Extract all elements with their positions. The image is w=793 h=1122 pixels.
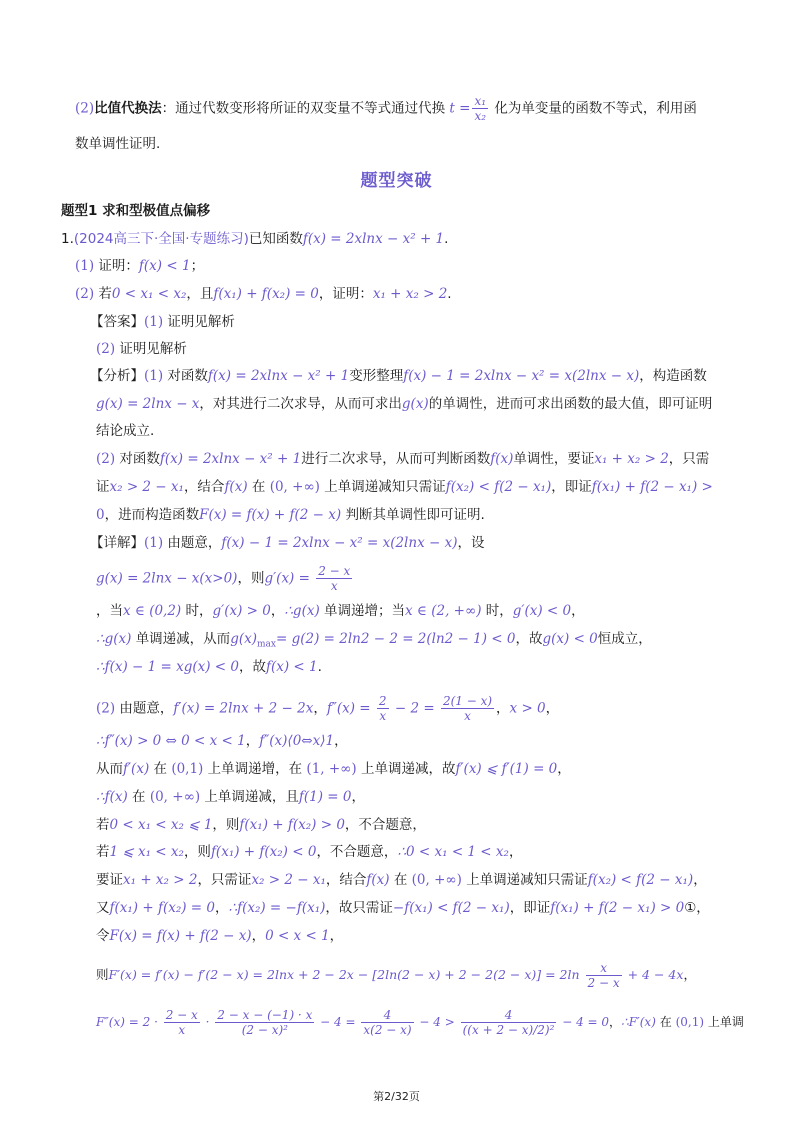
analysis-line-4: (2) 对函数f(x) = 2xlnx − x² + 1进行二次求导，从而可判断函数f(x)单调性，要证x₁ + x₂ > 2，只需 <box>96 451 710 467</box>
analysis-line-2: g(x) = 2lnx − x，对其进行二次求导，从而可求出g(x)的单调性，进而可求出函数的最大值，即可证明 <box>96 396 713 412</box>
method-title: 比值代换法 <box>94 100 162 117</box>
section-title: 题型突破 <box>360 171 433 191</box>
detail-line-9: ∴f(x) 在 (0, +∞) 上单调递减，且f(1) = 0， <box>96 789 365 805</box>
detail-line-2: g(x) = 2lnx − x(x>0)，则g′(x) = $\frac{2 - x}{x}$ <box>96 564 351 593</box>
f2-frac-d: $\frac{4}{\text{((x + 2 − x)/2)²}}$ <box>462 1008 555 1037</box>
intro-line-2: 数单调性证明. <box>75 136 161 152</box>
detail-line-7: ∴f″(x) > 0 ⇔ 0 < x < 1，f″(x)⟨0⇔x⟩1， <box>96 733 348 749</box>
second-derivative-frac: $\frac{2(1 - x)}{x}$ <box>442 694 493 723</box>
detail-line-14: 令F(x) = f(x) + f(2 − x)，0 < x < 1， <box>96 928 344 944</box>
g-prime-frac: $\frac{2 - x}{x}$ <box>318 564 351 593</box>
analysis-tag: 【分析】 <box>90 368 144 384</box>
analysis-line-3: 结论成立. <box>96 423 155 439</box>
page-number-footer: 第2/32页 <box>373 1090 420 1103</box>
detail-line-12: 要证x₁ + x₂ > 2，只需证x₂ > 2 − x₁，结合f(x) 在 (0, +∞) 上单调递减知只需证f(x₂) < f(2 − x₁)， <box>96 872 707 888</box>
sub-formula-lhs: t = <box>449 100 471 117</box>
two-over-x-frac: $\frac{2}{x}$ <box>378 694 387 723</box>
log-ratio-frac: $\frac{x}{2 - x}$ <box>587 961 620 990</box>
f2-frac-a: $\frac{2 - x}{x}$ <box>165 1008 198 1037</box>
intro-text-a: ：通过代数变形将所证的双变量不等式通过代换 <box>161 100 446 117</box>
stem-formula: f(x) = 2xlnx − x² + 1 <box>302 231 445 247</box>
detail-line-11: 若1 ⩽ x₁ < x₂，则f(x₁) + f(x₂) < 0，不合题意，∴0 < x₁ < 1 < x₂， <box>96 844 523 860</box>
problem-part-1: (1) 证明：f(x) < 1； <box>75 258 205 274</box>
answer-line-1: 【答案】(1) 证明见解析 <box>90 314 235 330</box>
detail-tag: 【详解】 <box>90 535 144 551</box>
answer-line-2: (2) 证明见解析 <box>96 341 187 357</box>
analysis-line-1: 【分析】(1) 对函数f(x) = 2xlnx − x² + 1变形整理f(x) − 1 = 2xlnx − x² = x(2lnx − x)，构造函数 <box>90 368 707 384</box>
problem-part-2: (2) 若0 < x₁ < x₂，且f(x₁) + f(x₂) = 0，证明：x₁ + x₂ > 2. <box>75 286 452 302</box>
problem-source: (2024高三下·全国·专题练习) <box>73 231 249 247</box>
detail-line-6: (2) 由题意，f′(x) = 2lnx + 2 − 2x，f″(x) = $\frac{2}{x}$ − 2 = $\frac{2(1 - x)}{x}$ ，x > 0， <box>96 694 560 723</box>
analysis-line-5: 证x₂ > 2 − x₁，结合f(x) 在 (0, +∞) 上单调递减知只需证f(x₂) < f(2 − x₁)，即证f(x₁) + f(2 − x₁) > <box>96 479 713 495</box>
detail-line-5: ∴f(x) − 1 = xg(x) < 0，故f(x) < 1. <box>96 659 322 675</box>
detail-line-1: 【详解】(1) 由题意，f(x) − 1 = 2xlnx − x² = x(2lnx − x)，设 <box>90 535 485 551</box>
detail-line-16: F″(x) = 2 · $\frac{2 - x}{x}$ · $\frac{2 - x - (-1) \cdot x}{\text{(2 − x)²}}$ − 4 = $\frac{4}{x(2 - x)}$ − 4 > $\frac{4}{\text{((x + 2 − x)/2)²}}$ − 4 = 0，∴F′(x) 在 (0,1) 上单调 <box>96 1008 744 1037</box>
answer-tag: 【答案】 <box>90 314 144 330</box>
intro-line-1 <box>75 94 697 123</box>
topic-heading: 题型1 求和型极值点偏移 <box>61 203 211 219</box>
intro-label: (2) <box>75 100 95 117</box>
sub-formula-frac: $\frac{\text{x₁}}{\text{x₂}}$ <box>474 94 487 123</box>
analysis-line-6: 0，进而构造函数F(x) = f(x) + f(2 − x) 判断其单调性即可证明. <box>96 507 485 523</box>
problem-stem: 1.(2024高三下·全国·专题练习)已知函数f(x) = 2xlnx − x² + 1. <box>61 231 449 247</box>
intro-text-b: 化为单变量的函数不等式，利用函 <box>494 100 697 117</box>
detail-line-8: 从而f′(x) 在 (0,1) 上单调递增，在 (1, +∞) 上单调递减，故f′(x) ⩽ f′(1) = 0， <box>96 761 571 777</box>
detail-line-15: 则F′(x) = f′(x) − f′(2 − x) = 2lnx + 2 − 2x − [2ln(2 − x) + 2 − 2(2 − x)] = 2ln $\frac{x}{2 - x}$ + 4 − 4x， <box>96 961 696 990</box>
detail-line-3: ，当x ∈ (0,2) 时，g′(x) > 0，∴g(x) 单调递增；当x ∈ (2, +∞) 时，g′(x) < 0， <box>96 603 585 619</box>
detail-line-13: 又f(x₁) + f(x₂) = 0，∴f(x₂) = −f(x₁)，故只需证−f(x₁) < f(2 − x₁)，即证f(x₁) + f(2 − x₁) > 0①， <box>96 900 710 916</box>
f2-frac-b: $\frac{2 - x - (-1) \cdot x}{\text{(2 − x)²}}$ <box>217 1008 313 1037</box>
detail-line-10: 若0 < x₁ < x₂ ⩽ 1，则f(x₁) + f(x₂) > 0，不合题意， <box>96 817 426 833</box>
detail-line-4: ∴g(x) 单调递减，从而$g(x)_{max}= g(2) = 2\ln 2 - 2 = 2(\ln 2 - 1) < 0$，故g(x) < 0恒成立， <box>96 631 652 650</box>
f2-frac-c: $\frac{4}{x(2 - x)}$ <box>363 1008 412 1037</box>
